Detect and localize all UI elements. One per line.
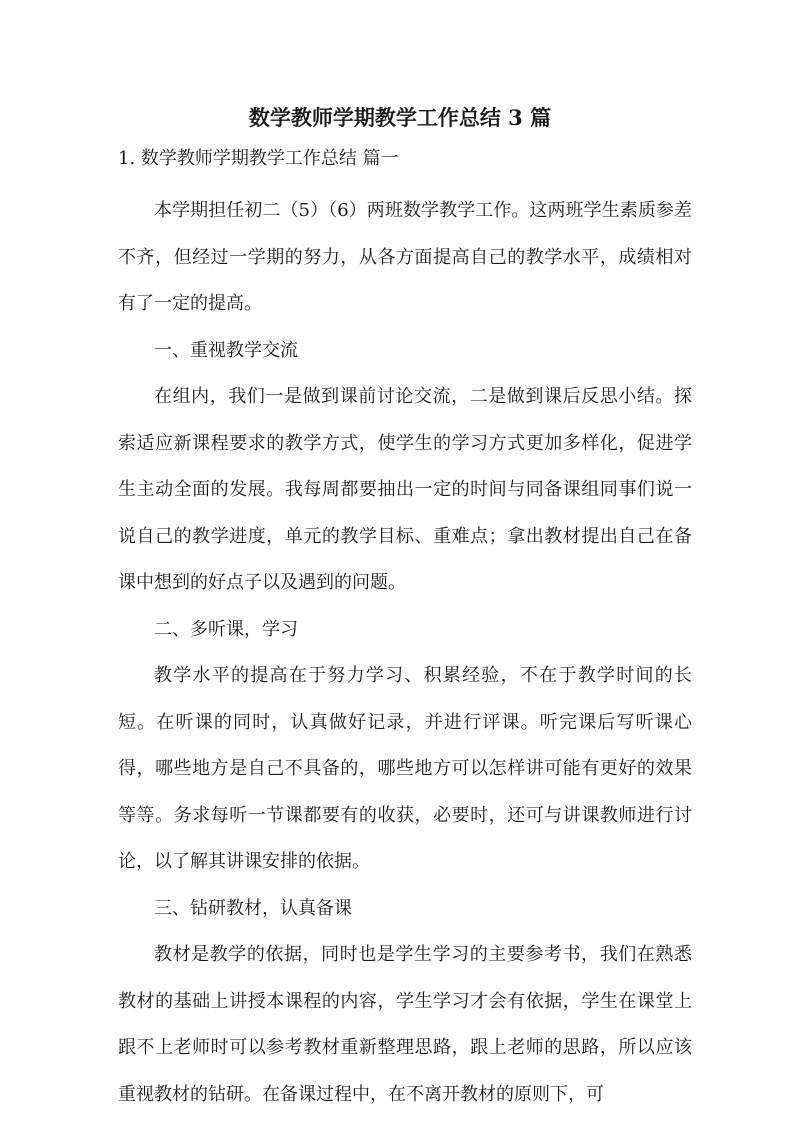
heading-attend-lessons: 二、多听课，学习 xyxy=(154,618,298,640)
paragraph-intro: 本学期担任初二（5）（6）两班数学教学工作。这两班学生素质参差不齐，但经过一学期的努力，从各方面提高自己的教学水平，成绩相对有了一定的提高。 xyxy=(118,200,692,314)
paragraph-study-materials: 教材是教学的依据，同时也是学生学习的主要参考书，我们在熟悉教材的基础上讲授本课程的内容，学生学习才会有依据，学生在课堂上跟不上老师时可以参考教材重新整理思路，跟上老师的思路，所以应该重视教材的钻研。在备课过程中，在不离开教材的原则下，可 xyxy=(118,944,692,1105)
section-subtitle: 1. 数学教师学期教学工作总结 篇一 xyxy=(118,148,399,169)
document-body xyxy=(118,188,692,1118)
heading-teaching-exchange: 一、重视教学交流 xyxy=(154,339,298,361)
paragraph-attend-lessons: 教学水平的提高在于努力学习、积累经验，不在于教学时间的长短。在听课的同时，认真做好记录，并进行评课。听完课后写听课心得，哪些地方是自己不具备的，哪些地方可以怎样讲可能有更好的效果等等。务求每听一节课都要有的收获，必要时，还可与讲课教师进行讨论，以了解其讲课安排的依据。 xyxy=(118,665,692,872)
paragraph-teaching-exchange: 在组内，我们一是做到课前讨论交流，二是做到课后反思小结。探索适应新课程要求的教学方式，使学生的学习方式更加多样化，促进学生主动全面的发展。我每周都要抽出一定的时间与同备课组同事们说一说自己的教学进度，单元的教学目标、重难点；拿出教材提出自己在备课中想到的好点子以及遇到的问题。 xyxy=(118,386,692,593)
heading-study-materials: 三、钻研教材，认真备课 xyxy=(154,897,352,919)
document-title: 数学教师学期教学工作总结 3 篇 xyxy=(248,105,552,130)
